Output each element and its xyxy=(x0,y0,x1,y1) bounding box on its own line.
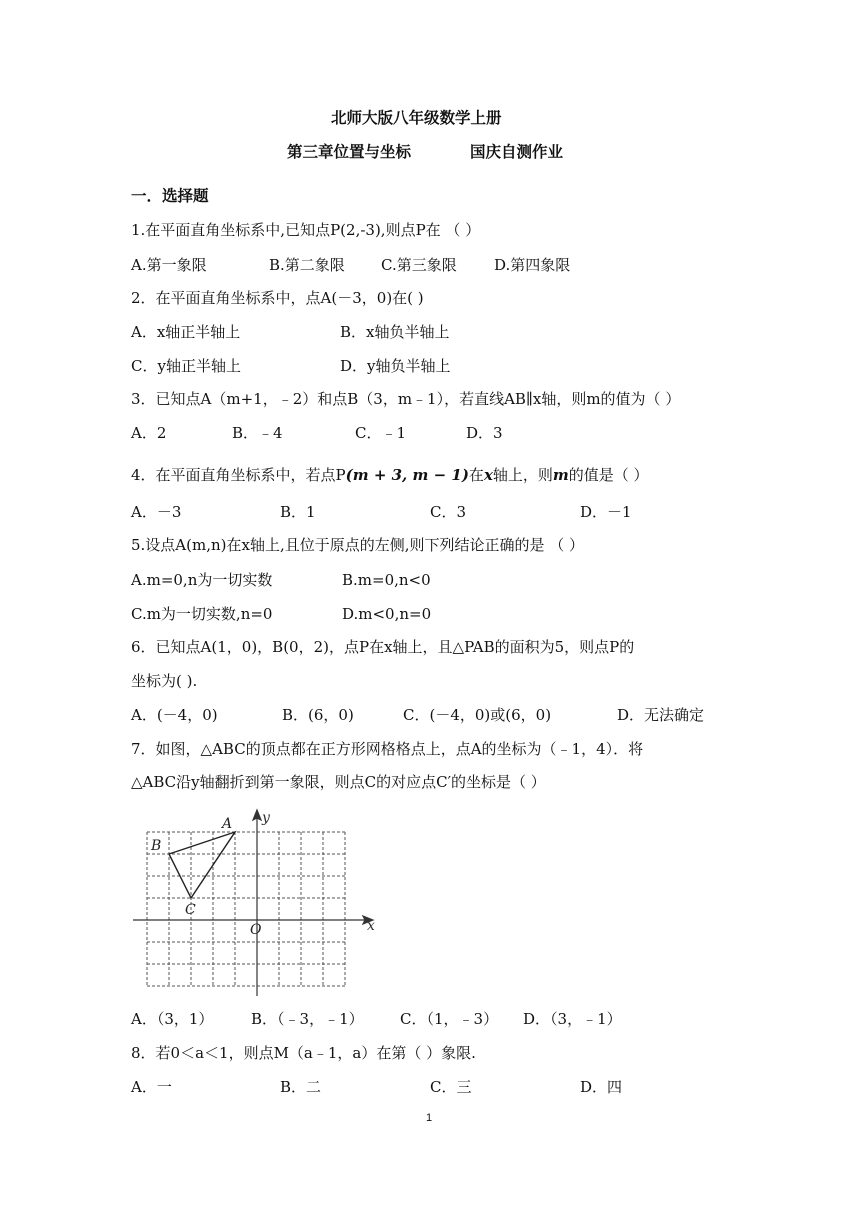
question-1-option-c: C.第三象限 xyxy=(381,256,457,274)
grid-lines xyxy=(147,832,345,986)
question-6-stem-line1: 6．已知点A(1，0)，B(0，2)，点P在x轴上，且△PAB的面积为5，则点P的 xyxy=(131,638,635,656)
question-1-option-d: D.第四象限 xyxy=(494,256,571,274)
question-5-option-a: A.m=0,n为一切实数 xyxy=(131,571,273,589)
vertex-a-label: A xyxy=(222,816,233,832)
question-6-option-c: C．(－4，0)或(6，0) xyxy=(403,706,552,724)
question-2-option-c: C．y轴正半轴上 xyxy=(131,357,241,375)
question-6-option-a: A．(－4，0) xyxy=(131,706,218,724)
question-6-stem-line2: 坐标为( ). xyxy=(131,672,198,690)
question-1-option-b: B.第二象限 xyxy=(269,256,345,274)
question-4-option-b: B．1 xyxy=(280,503,316,521)
question-7-grid-figure xyxy=(125,808,385,998)
question-8-option-c: C．三 xyxy=(430,1078,472,1096)
triangle-abc xyxy=(169,832,235,898)
question-4-stem-mid2: 轴上，则 xyxy=(492,466,553,484)
question-2-stem: 2．在平面直角坐标系中，点A(－3，0)在( ) xyxy=(131,289,424,307)
question-5-stem: 5.设点A(m,n)在x轴上,且位于原点的左侧,则下列结论正确的是 （ ） xyxy=(131,536,585,554)
question-7-stem-line2: △ABC沿y轴翻折到第一象限，则点C的对应点C′的坐标是（ ） xyxy=(131,773,546,791)
question-4-point-expression: (m + 3, m − 1) xyxy=(345,466,469,484)
question-1-stem: 1.在平面直角坐标系中,已知点P(2,-3),则点P在 （ ） xyxy=(131,221,481,239)
x-axis-label: x xyxy=(367,918,375,934)
question-7-option-b: B．（﹣3，﹣1） xyxy=(251,1010,364,1028)
question-7-option-c: C．（1，﹣3） xyxy=(400,1010,499,1028)
question-6-option-b: B．(6，0) xyxy=(282,706,354,724)
question-4-m-variable: m xyxy=(552,466,569,484)
question-7-option-a: A．（3，1） xyxy=(131,1010,214,1028)
question-4-stem-prefix: 4．在平面直角坐标系中，若点P xyxy=(131,466,346,484)
section-heading: 一．选择题 xyxy=(131,187,209,205)
question-2-option-a: A．x轴正半轴上 xyxy=(131,323,241,341)
question-3-option-c: C．﹣1 xyxy=(355,424,407,442)
question-4-stem-mid: 在 xyxy=(468,466,484,484)
question-4-stem-suffix: 的值是（ ） xyxy=(568,466,649,484)
vertex-b-label: B xyxy=(151,838,162,854)
question-8-stem: 8．若0＜a＜1，则点M（a﹣1，a）在第（ ）象限. xyxy=(131,1044,476,1062)
question-3-stem: 3．已知点A（m+1，﹣2）和点B（3，m﹣1），若直线AB∥x轴，则m的值为（ ） xyxy=(131,390,681,408)
question-2-option-b: B．x轴负半轴上 xyxy=(340,323,450,341)
homework-title: 国庆自测作业 xyxy=(470,143,564,161)
question-5-option-d: D.m<0,n=0 xyxy=(342,605,432,623)
question-7-option-d: D．（3，﹣1） xyxy=(523,1010,622,1028)
question-8-option-d: D．四 xyxy=(580,1078,623,1096)
question-6-option-d: D．无法确定 xyxy=(617,706,705,724)
chapter-title: 第三章位置与坐标 xyxy=(287,143,412,161)
question-3-option-a: A．2 xyxy=(131,424,167,442)
question-5-option-b: B.m=0,n<0 xyxy=(342,571,431,589)
page-number: 1 xyxy=(426,1112,433,1124)
question-8-option-a: A．一 xyxy=(131,1078,172,1096)
question-1-option-a: A.第一象限 xyxy=(131,256,207,274)
question-5-option-c: C.m为一切实数,n=0 xyxy=(131,605,273,623)
question-4-axis-variable: x xyxy=(483,466,493,484)
document-title: 北师大版八年级数学上册 xyxy=(331,109,502,127)
y-axis-label: y xyxy=(262,810,270,826)
question-3-option-d: D．3 xyxy=(466,424,503,442)
vertex-c-label: C xyxy=(185,902,196,918)
question-8-option-b: B．二 xyxy=(280,1078,322,1096)
question-7-stem-line1: 7．如图，△ABC的顶点都在正方形网格格点上，点A的坐标为（﹣1，4）．将 xyxy=(131,740,644,758)
question-3-option-b: B．﹣4 xyxy=(232,424,283,442)
question-4-stem xyxy=(131,465,649,485)
origin-label: O xyxy=(250,922,262,938)
question-4-option-d: D．－1 xyxy=(580,503,632,521)
question-4-option-a: A．－3 xyxy=(131,503,182,521)
question-2-option-d: D．y轴负半轴上 xyxy=(340,357,451,375)
question-4-option-c: C．3 xyxy=(430,503,467,521)
